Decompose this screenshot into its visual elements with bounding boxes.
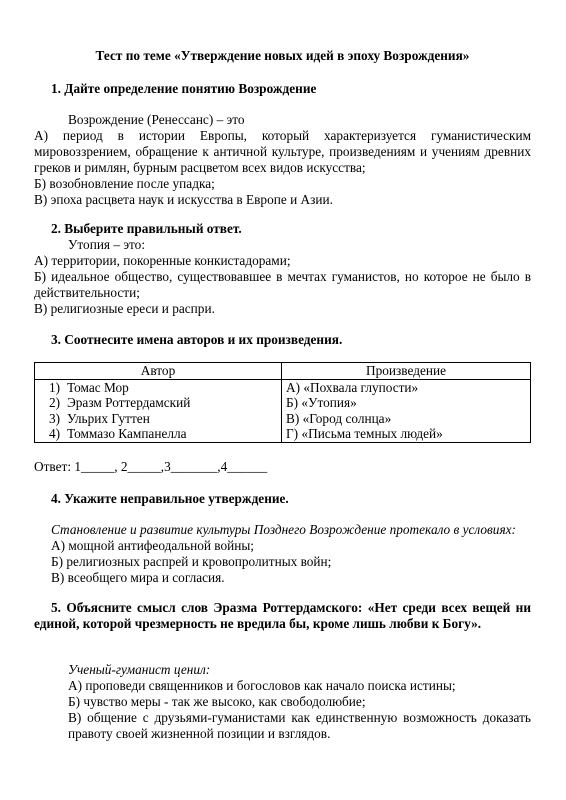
q2-option-b-line1: Б) идеальное общество, существовавшее в мечтах гуманистов, но которое не было в [34,269,531,284]
q2-stem: Утопия – это: [68,237,146,252]
q4-option-a: А) мощной антифеодальной войны; [51,538,254,553]
q2-option-c: В) религиозные ереси и распри. [34,301,215,316]
q5-option-b: Б) чувство меры - так же высоко, как свободолюбие; [68,694,366,709]
q1-stem: Возрождение (Ренессанс) – это [68,112,245,127]
q2-option-b-line2: действительности; [34,285,140,300]
q5-option-a: А) проповеди священников и богословов как начало поиска истины; [68,678,456,693]
matching-table [34,362,531,443]
column-header-work: Произведение [282,363,531,380]
q2-option-a: А) территории, покоренные конкистадорами; [34,253,291,268]
q4-option-c: В) всеобщего мира и согласия. [51,570,225,585]
q2-heading: 2. Выберите правильный ответ. [51,221,242,236]
q4-heading: 4. Укажите неправильное утверждение. [51,491,289,506]
q1-option-b: Б) возобновление после упадка; [34,176,215,191]
author-item: 2) Эразм Роттердамский [49,395,191,410]
q1-option-c: В) эпоха расцвета наук и искусства в Европе и Азии. [34,192,333,207]
author-item: 3) Ульрих Гуттен [49,410,150,426]
work-item: Г) «Письма темных людей» [286,426,443,441]
column-header-author: Автор [35,363,282,380]
q4-stem: Становление и развитие культуры Позднего Возрождение протекало в условиях: [51,522,516,537]
author-item: 1) Томас Мор [49,379,129,395]
authors-cell [35,379,282,442]
q5-heading-line2: единой, которой чрезмерность не вредила бы, кроме лишь любви к Богу». [34,616,482,631]
author-item: 4) Томмазо Кампанелла [49,426,187,441]
document-title: Тест по теме «Утверждение новых идей в эпоху Возрождения» [95,48,470,63]
q1-option-a-line3: греков и римлян, бурным расцветом всех видов искусства; [34,160,366,175]
work-item: Б) «Утопия» [286,395,357,410]
q4-option-b: Б) религиозных распрей и кровопролитных войн; [51,554,332,569]
work-item: В) «Город солнца» [286,410,392,426]
works-cell [282,379,531,442]
q5-stem: Ученый-гуманист ценил: [68,662,211,677]
q5-heading-line1: 5. Объясните смысл слов Эразма Роттердамского: «Нет среди всех вещей ни [51,600,531,615]
work-item: А) «Похвала глупости» [286,379,419,395]
q5-option-c-line1: В) общение с друзьями-гуманистами как единственную возможность доказать [68,710,531,725]
q3-heading: 3. Соотнесите имена авторов и их произведения. [51,332,343,347]
q1-option-a-line1: А) период в истории Европы, который характеризуется гуманистическим [34,128,531,143]
q1-option-a-line2: мировоззрением, обращение к античной культуре, произведениям и учениям древних [34,144,531,159]
q3-answer-line: Ответ: 1_____, 2_____,3_______,4______ [34,459,268,474]
q1-heading: 1. Дайте определение понятию Возрождение [51,81,317,96]
q5-option-c-line2: правоту своей жизненной позиции и взглядов. [68,726,331,741]
